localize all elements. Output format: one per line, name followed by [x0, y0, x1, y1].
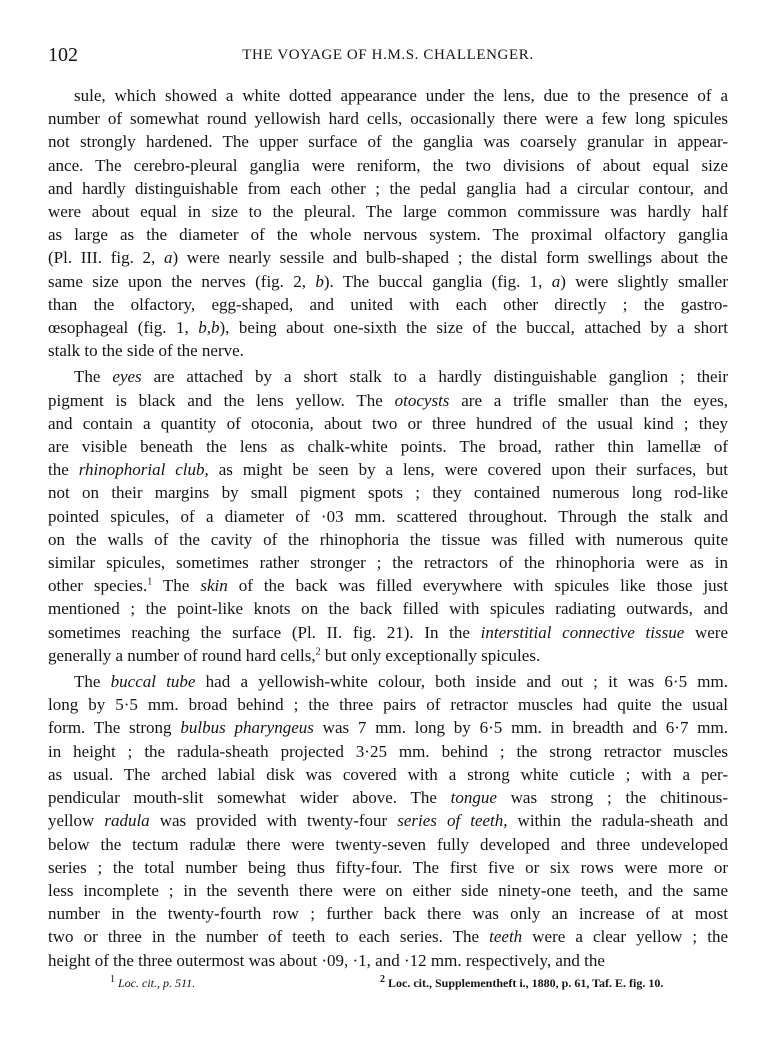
- italic-term: otocysts: [394, 390, 450, 410]
- italic-term: b: [315, 271, 324, 291]
- text-run: had a yellowish-white colour, both inside and out ; it was 6·5 mm.: [195, 672, 728, 692]
- paragraph-eyes-and-rhinophoria: [48, 365, 728, 667]
- text-run: pigment is black and the lens yellow. The: [48, 390, 395, 410]
- italic-term: radula: [104, 811, 150, 831]
- text-line: [48, 339, 728, 362]
- text-run: as usual. The arched labial disk was covered with a strong white cuticle ; with a per-: [48, 764, 728, 784]
- text-run: stalk to the side of the nerve.: [48, 341, 244, 361]
- running-title: THE VOYAGE OF H.M.S. CHALLENGER.: [242, 47, 534, 63]
- text-run: series ; the total number being thus fifty-four. The first five or six rows were more or: [48, 857, 728, 877]
- italic-term: skin: [200, 576, 228, 596]
- text-line: [48, 107, 728, 130]
- text-line: [48, 574, 728, 597]
- text-run: same size upon the nerves (fig. 2,: [48, 271, 316, 291]
- text-run: are attached by a short stalk to a hardly distinguishable ganglion ; their: [141, 367, 728, 387]
- italic-term: tongue: [450, 788, 497, 808]
- text-run: were a clear yellow ; the: [522, 927, 728, 947]
- text-run: the: [48, 460, 79, 480]
- text-line: [48, 925, 728, 948]
- text-line: [48, 693, 728, 716]
- footnotes: [48, 976, 728, 996]
- text-run: are visible beneath the lens as chalk-white points. The broad, rather thin lamellæ of: [48, 437, 728, 457]
- text-line: [48, 223, 728, 246]
- text-line: [48, 481, 728, 504]
- footnote-2-text: Loc. cit., Supplementheft i., 1880, p. 61, Taf. E. fig. 10.: [385, 976, 664, 990]
- text-line: [48, 740, 728, 763]
- text-line: [48, 833, 728, 856]
- text-run: form. The strong: [48, 718, 181, 738]
- text-run: ) were nearly sessile and bulb-shaped ; the distal form swellings about the: [172, 248, 728, 268]
- text-run: similar spicules, sometimes rather stronger ; the retractors of the rhinophoria were as in: [48, 553, 728, 573]
- text-line: [48, 763, 728, 786]
- text-run: œsophageal (fig. 1,: [48, 318, 199, 338]
- text-run: sometimes reaching the surface (Pl. II. fig. 21). In the: [48, 622, 481, 642]
- footnote-1-text: Loc. cit., p. 511.: [115, 976, 196, 990]
- italic-term: eyes: [112, 367, 142, 387]
- text-line: [48, 716, 728, 739]
- footnote-1: [110, 976, 195, 991]
- text-run: ). The buccal ganglia (fig. 1,: [323, 271, 552, 291]
- paragraph-buccal-tube: [48, 670, 728, 972]
- footnote-reference: 1: [147, 576, 153, 588]
- text-run: height of the three outermost was about ·09, ·1, and ·12 mm. respectively, and the: [48, 950, 605, 970]
- text-line: [48, 154, 728, 177]
- text-line: [48, 621, 728, 644]
- text-line: [48, 505, 728, 528]
- text-run: as large as the diameter of the whole nervous system. The proximal olfactory ganglia: [48, 225, 728, 245]
- text-run: on the walls of the cavity of the rhinophoria the tissue was filled with numerous quite: [48, 529, 728, 549]
- text-run: pendicular mouth-slit somewhat wider above. The: [48, 788, 451, 808]
- text-run: not strongly hardened. The upper surface of the ganglia was coarsely granular in appear-: [48, 132, 728, 152]
- footnote-reference: 2: [315, 646, 321, 658]
- page-header: [48, 44, 728, 68]
- text-run: than the olfactory, egg-shaped, and united with each other directly ; the gastro-: [48, 294, 728, 314]
- text-run: number of somewhat round yellowish hard cells, occasionally there were a few long spicules: [48, 109, 728, 129]
- text-run: number in the twenty-fourth row ; further back there was only an increase of at most: [48, 904, 728, 924]
- italic-term: b,b: [198, 318, 220, 338]
- italic-term: teeth: [489, 927, 523, 947]
- paragraph-nervous-system: [48, 84, 728, 362]
- text-run: ance. The cerebro-pleural ganglia were reniform, the two divisions of about equal size: [48, 155, 728, 175]
- italic-term: bulbus pharyngeus: [180, 718, 314, 738]
- text-line: [48, 130, 728, 153]
- text-run: generally a number of round hard cells,: [48, 645, 316, 665]
- text-run: was 7 mm. long by 6·5 mm. in breadth and 6·7 mm.: [313, 718, 728, 738]
- page-number: 102: [48, 44, 78, 66]
- text-run: below the tectum radulæ there were twenty-seven fully developed and three undeveloped: [48, 834, 728, 854]
- text-run: other species.: [48, 576, 148, 596]
- text-line: [48, 200, 728, 223]
- text-line: [48, 670, 728, 693]
- text-run: long by 5·5 mm. broad behind ; the three pairs of retractor muscles had quite the usual: [48, 695, 728, 715]
- text-run: ) were slightly smaller: [560, 271, 728, 291]
- text-line: [48, 177, 728, 200]
- text-line: [48, 856, 728, 879]
- text-line: [48, 879, 728, 902]
- text-run: were: [684, 622, 728, 642]
- text-run: mentioned ; the point-like knots on the back filled with spicules radiating outwards, and: [48, 599, 728, 619]
- text-line: [48, 270, 728, 293]
- text-run: within the radula-sheath and: [507, 811, 728, 831]
- text-line: [48, 458, 728, 481]
- text-line: [48, 84, 728, 107]
- text-run: but only exceptionally spicules.: [320, 645, 541, 665]
- text-run: are a trifle smaller than the eyes,: [449, 390, 728, 410]
- text-run: The: [74, 367, 113, 387]
- text-line: [48, 786, 728, 809]
- text-run: less incomplete ; in the seventh there were on either side ninety-one teeth, and the same: [48, 880, 728, 900]
- text-run: as might be seen by a lens, were covered upon their surfaces, but: [208, 460, 728, 480]
- footnote-2-marker: 2: [380, 974, 385, 985]
- text-run: yellow: [48, 811, 105, 831]
- text-run: sule, which showed a white dotted appearance under the lens, due to the presence of a: [74, 86, 728, 105]
- text-run: of the back was filled everywhere with spicules like those just: [227, 576, 728, 596]
- italic-term: series of teeth,: [397, 811, 508, 831]
- footnote-1-marker: 1: [110, 974, 115, 985]
- text-line: [48, 902, 728, 925]
- body-text: [48, 84, 728, 972]
- text-run: in height ; the radula-sheath projected 3·25 mm. behind ; the strong retractor muscles: [48, 741, 728, 761]
- text-line: [48, 949, 728, 972]
- text-line: [48, 246, 728, 269]
- italic-term: interstitial connective tissue: [480, 622, 685, 642]
- text-run: two or three in the number of teeth to each series. The: [48, 927, 490, 947]
- text-run: was strong ; the chitinous-: [496, 788, 728, 808]
- text-line: [48, 412, 728, 435]
- text-run: (Pl. III. fig. 2,: [48, 248, 164, 268]
- text-run: was provided with twenty-four: [149, 811, 398, 831]
- italic-term: a: [551, 271, 561, 291]
- italic-term: a: [163, 248, 173, 268]
- italic-term: buccal tube: [110, 672, 196, 692]
- text-line: [48, 365, 728, 388]
- text-run: not on their margins by small pigment spots ; they contained numerous long rod-like: [48, 483, 728, 503]
- text-line: [48, 528, 728, 551]
- italic-term: rhinophorial club,: [78, 460, 209, 480]
- text-run: and contain a quantity of otoconia, about two or three hundred of the usual kind ; they: [48, 413, 728, 433]
- text-run: ), being about one-sixth the size of the buccal, attached by a short: [219, 318, 728, 338]
- text-run: The: [152, 576, 201, 596]
- text-run: pointed spicules, of a diameter of ·03 mm. scattered throughout. Through the stalk and: [48, 506, 728, 526]
- text-line: [48, 644, 728, 667]
- text-line: [48, 435, 728, 458]
- text-line: [48, 293, 728, 316]
- text-run: and hardly distinguishable from each other ; the pedal ganglia had a circular contour, and: [48, 178, 728, 198]
- text-line: [48, 551, 728, 574]
- text-line: [48, 597, 728, 620]
- text-run: The: [74, 672, 111, 692]
- text-line: [48, 316, 728, 339]
- text-line: [48, 809, 728, 832]
- text-line: [48, 389, 728, 412]
- text-run: were about equal in size to the pleural. The large common commissure was hardly half: [48, 202, 728, 222]
- footnote-2: [380, 976, 663, 991]
